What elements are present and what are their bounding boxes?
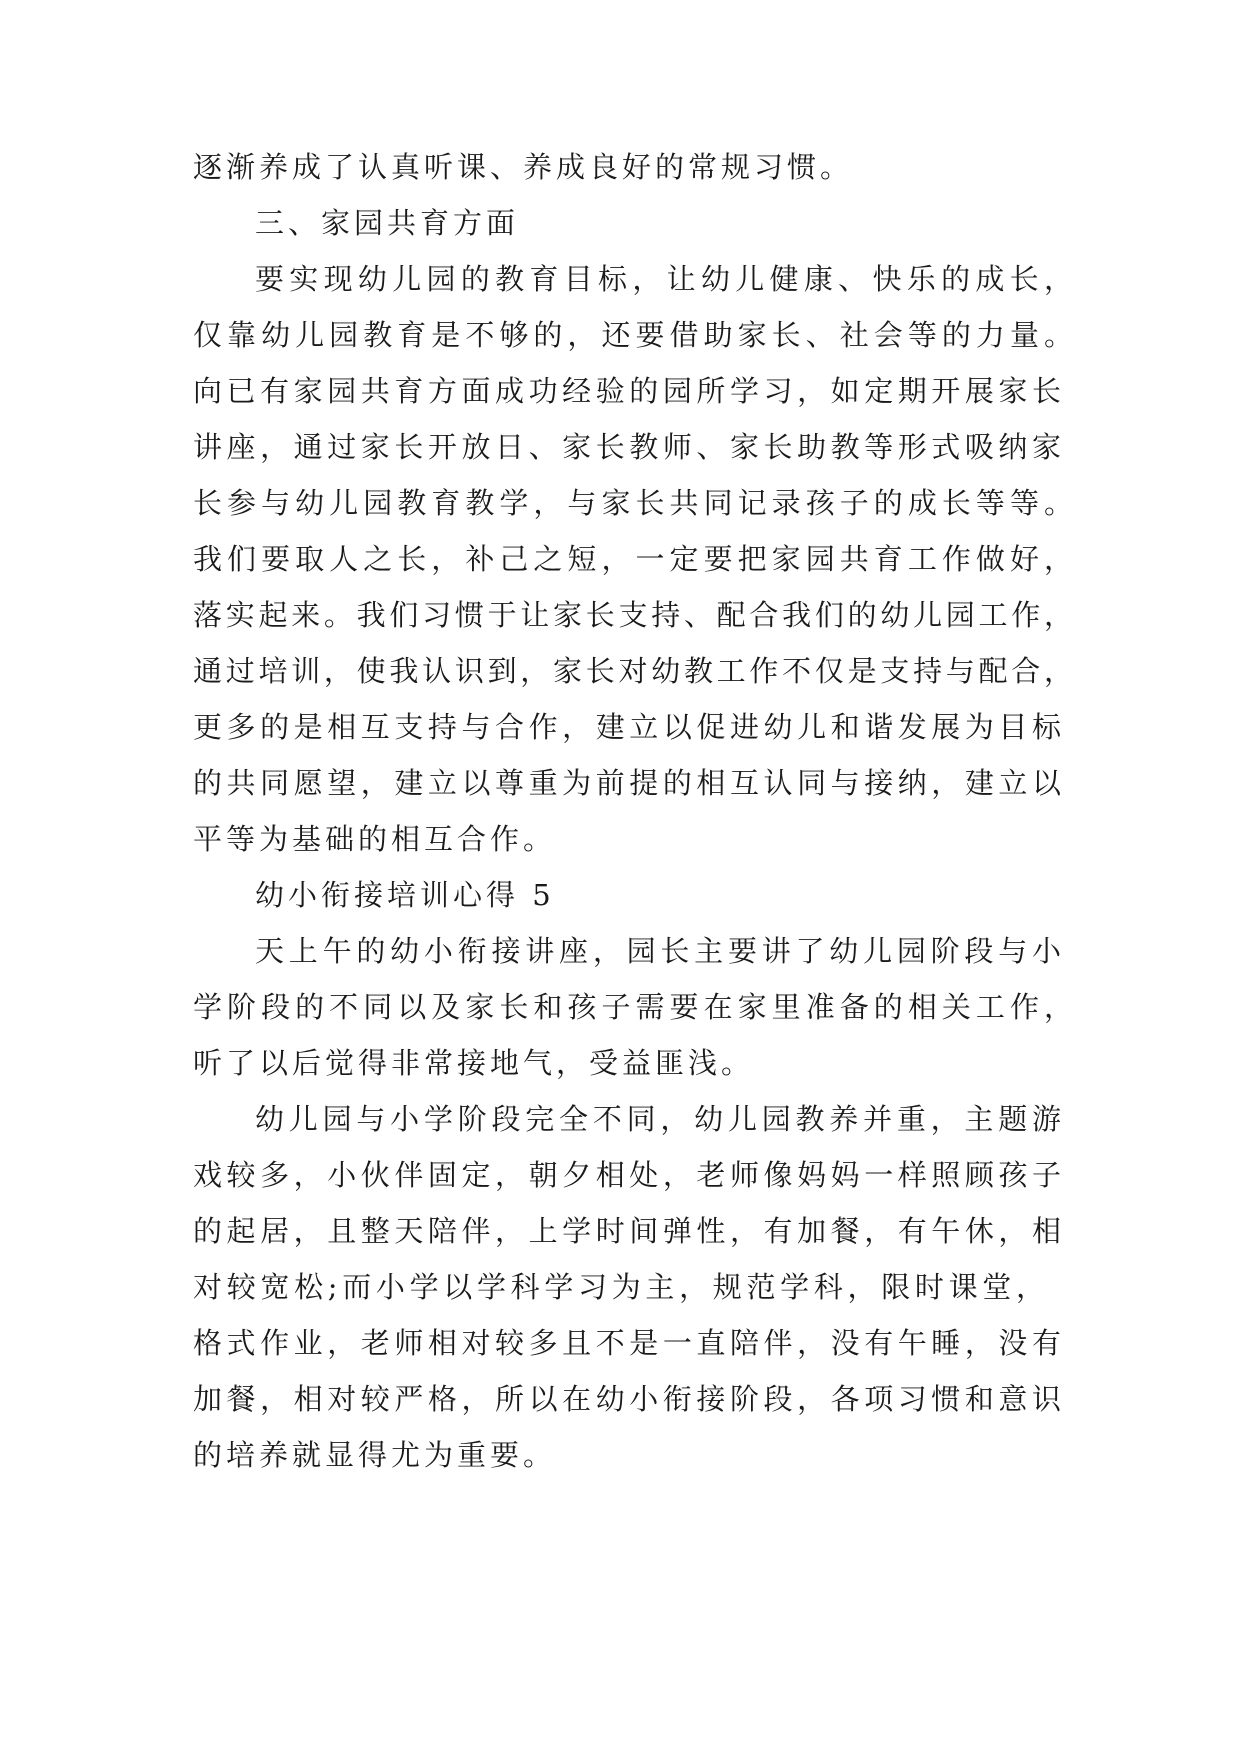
text-line: 落实起来。我们习惯于让家长支持、配合我们的幼儿园工作， bbox=[193, 598, 1073, 632]
text-line: 天上午的幼小衔接讲座，园长主要讲了幼儿园阶段与小 bbox=[255, 934, 1061, 968]
text-line: 格式作业，老师相对较多且不是一直陪伴，没有午睡，没有 bbox=[193, 1326, 1061, 1360]
text-line: 要实现幼儿园的教育目标，让幼儿健康、快乐的成长， bbox=[255, 262, 1073, 296]
text-line: 听了以后觉得非常接地气，受益匪浅。 bbox=[193, 1046, 755, 1080]
text-line: 讲座，通过家长开放日、家长教师、家长助教等形式吸纳家 bbox=[193, 430, 1061, 464]
text-line: 仅靠幼儿园教育是不够的，还要借助家长、社会等的力量。 bbox=[193, 318, 1073, 352]
text-line: 的起居，且整天陪伴，上学时间弹性，有加餐，有午休，相 bbox=[193, 1214, 1061, 1248]
text-line: 更多的是相互支持与合作，建立以促进幼儿和谐发展为目标 bbox=[193, 710, 1061, 744]
text-line: 逐渐养成了认真听课、养成良好的常规习惯。 bbox=[193, 150, 854, 184]
text-line: 幼儿园与小学阶段完全不同，幼儿园教养并重，主题游 bbox=[255, 1102, 1061, 1136]
section-heading: 幼小衔接培训心得 5 bbox=[255, 878, 555, 912]
text-line: 我们要取人之长，补己之短，一定要把家园共育工作做好， bbox=[193, 542, 1073, 576]
text-line: 加餐，相对较严格，所以在幼小衔接阶段，各项习惯和意识 bbox=[193, 1382, 1061, 1416]
text-line: 学阶段的不同以及家长和孩子需要在家里准备的相关工作， bbox=[193, 990, 1073, 1024]
text-line: 的培养就显得尤为重要。 bbox=[193, 1438, 557, 1472]
text-line: 通过培训，使我认识到，家长对幼教工作不仅是支持与配合， bbox=[193, 654, 1073, 688]
text-line: 平等为基础的相互合作。 bbox=[193, 822, 557, 856]
text-line: 戏较多，小伙伴固定，朝夕相处，老师像妈妈一样照顾孩子 bbox=[193, 1158, 1061, 1192]
text-line: 对较宽松;而小学以学科学习为主，规范学科，限时课堂， bbox=[193, 1270, 1045, 1304]
text-line: 的共同愿望，建立以尊重为前提的相互认同与接纳，建立以 bbox=[193, 766, 1061, 800]
section-heading: 三、家园共育方面 bbox=[255, 206, 520, 240]
text-line: 向已有家园共育方面成功经验的园所学习，如定期开展家长 bbox=[193, 374, 1061, 408]
text-line: 长参与幼儿园教育教学，与家长共同记录孩子的成长等等。 bbox=[193, 486, 1073, 520]
